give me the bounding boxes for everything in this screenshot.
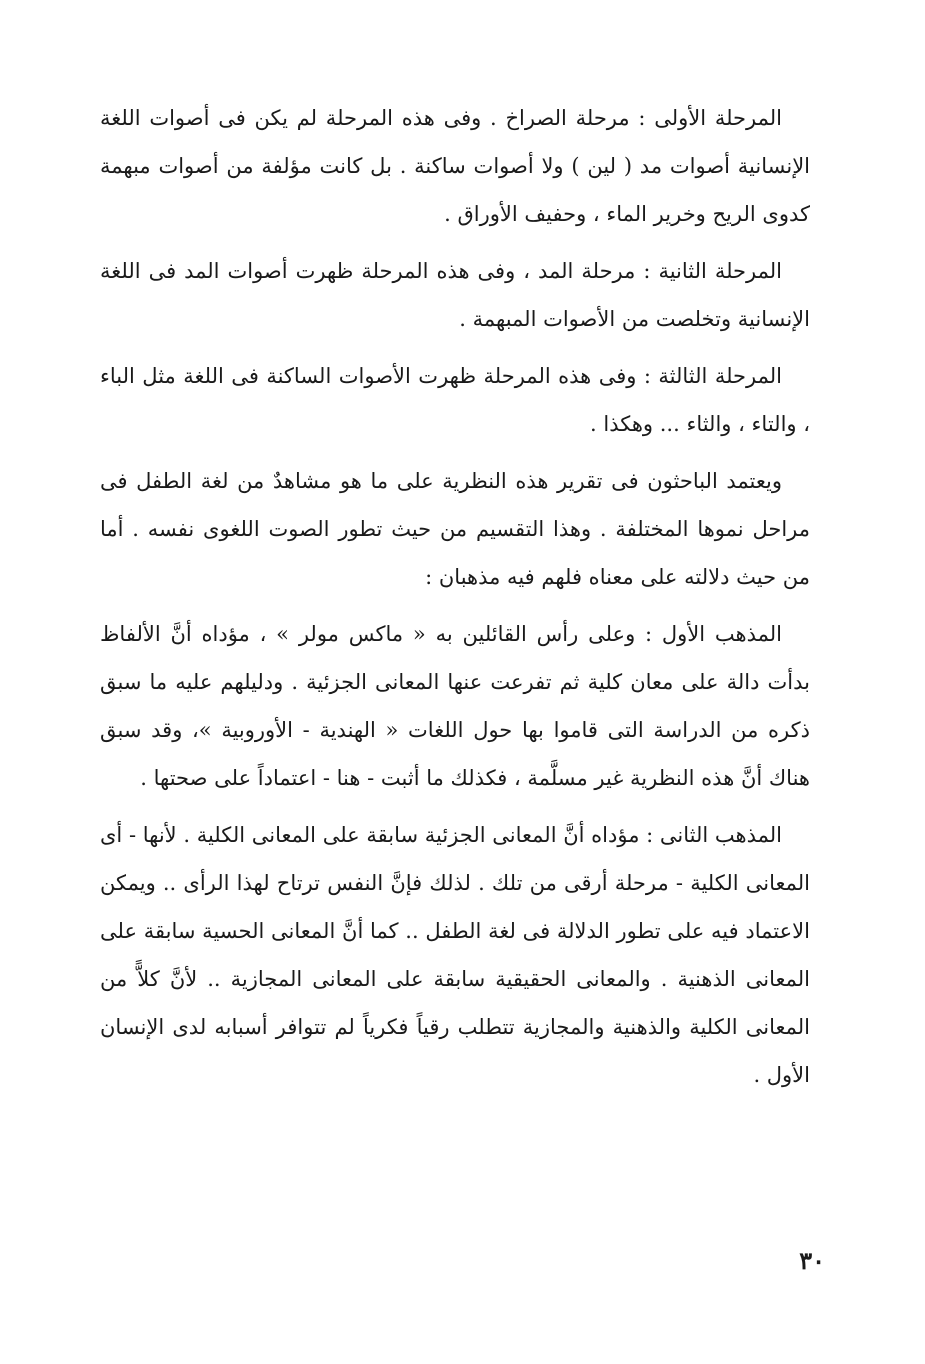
paragraph-second-school: المذهب الثانى : مؤداه أنَّ المعانى الجزئية سابقة على المعانى الكلية . لأنها - أى المعانى الكلية - مرحلة أرقى من تلك . لذلك فإنَّ النفس ترتاح لهذا الرأى .. ويمكن الاعتماد فيه على تطور الدلالة فى لغة الطفل .. كما أنَّ المعانى الحسية سابقة على المعانى الذهنية . والمعانى الحقيقية سابقة على المعانى المجازية .. لأنَّ كلاًّ من المعانى الكلية والذهنية والمجازية تتطلب رقياً فكرياً لم تتوافر أسبابه لدى الإنسان الأول . (100, 823, 810, 1087)
paragraph-stage-one: المرحلة الأولى : مرحلة الصراخ . وفى هذه المرحلة لم يكن فى أصوات اللغة الإنسانية أصوات مد ( لين ) ولا أصوات ساكنة . بل كانت مؤلفة من أصوات مبهمة كدوى الريح وخرير الماء ، وحفيف الأوراق . (100, 106, 810, 226)
body-text (100, 94, 810, 1108)
paragraph-stage-two: المرحلة الثانية : مرحلة المد ، وفى هذه المرحلة ظهرت أصوات المد فى اللغة الإنسانية وتخلصت من الأصوات المبهمة . (100, 259, 810, 331)
paragraph-researchers: ويعتمد الباحثون فى تقرير هذه النظرية على ما هو مشاهدٌ من لغة الطفل فى مراحل نموها المختلفة . وهذا التقسيم من حيث تطور الصوت اللغوى نفسه . أما من حيث دلالته على معناه فلهم فيه مذهبان : (100, 469, 810, 589)
paragraph-stage-three: المرحلة الثالثة : وفى هذه المرحلة ظهرت الأصوات الساكنة فى اللغة مثل الباء ، والتاء ، والثاء ... وهكذا . (100, 364, 810, 436)
paragraph-first-school: المذهب الأول : وعلى رأس القائلين به « ماكس مولر » ، مؤداه أنَّ الألفاظ بدأت دالة على معان كلية ثم تفرعت عنها المعانى الجزئية . ودليلهم عليه ما سبق ذكره من الدراسة التى قاموا بها حول اللغات « الهندية - الأوروبية »، وقد سبق هناك أنَّ هذه النظرية غير مسلَّمة ، فكذلك ما أثبت - هنا - اعتماداً على صحتها . (100, 622, 810, 790)
page-number: ٣٠ (799, 1246, 825, 1275)
